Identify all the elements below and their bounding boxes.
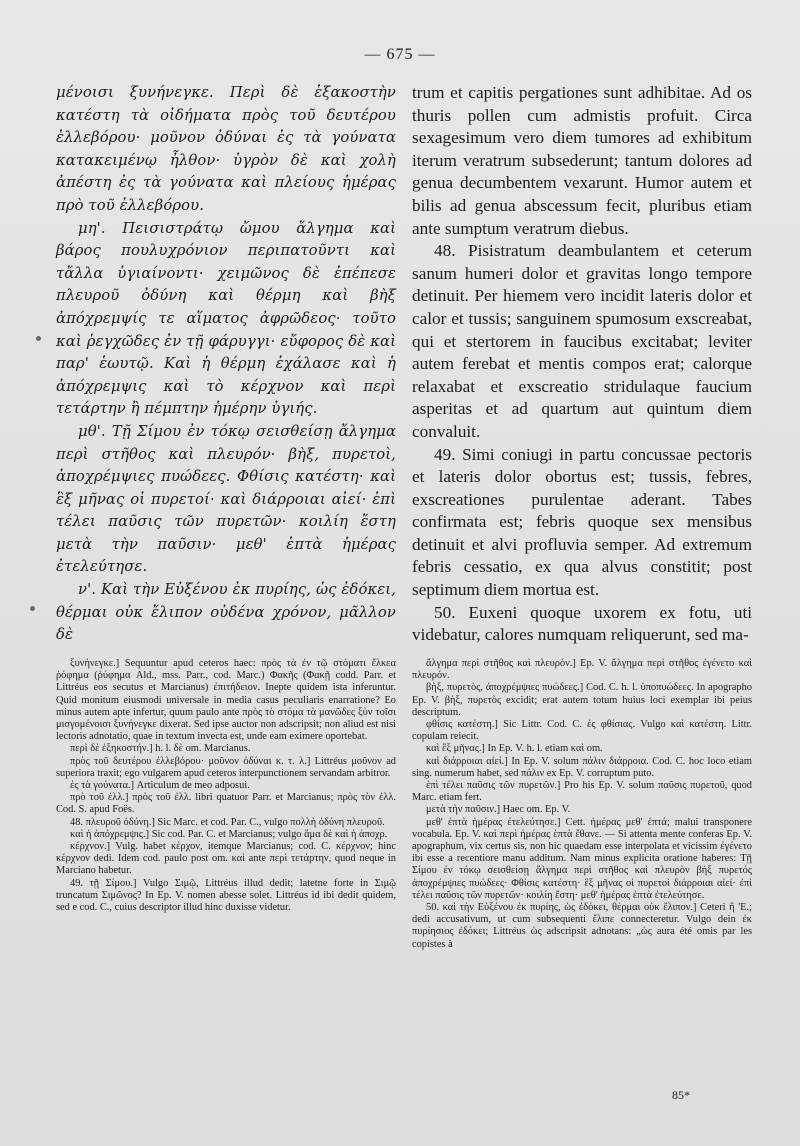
footnote: καὶ ἡ ἀπόχρεμψις.] Sic cod. Par. C. et Marcianus; vulgo ἅμα δὲ καὶ ἡ ἀποχρ. bbox=[70, 828, 388, 840]
page-number: — 675 — bbox=[364, 46, 436, 63]
printer-signature: 85* bbox=[672, 1088, 690, 1102]
margin-mark bbox=[30, 606, 35, 611]
footnote: 50. καὶ τὴν Εὐξένου ἐκ πυρίης, ὡς ἐδόκει, θέρμαι οὐκ ἔλιπον.] Ceteri ἣ 'Ε.; dedi accusativum, ut cum subsequenti ἔλιπε connecteretur. Vulgo dein ἐκ πυρίησιος ἐδόκει; Littréus ὡς adscripsit adnotans: „ὡς aura été omis par les copistes à bbox=[412, 902, 752, 950]
footnote: καὶ διάρροιαι αἰεί.] In Ep. V. solum πάλιν διάρροια. Cod. C. hoc loco etiam sing. numerum habet, sed πάλιν ex Ep. V. corruptum puto. bbox=[412, 755, 752, 779]
footnote: ξυνήνεγκε.] Sequuntur apud ceteros haec: πρὸς τὰ ἐν τῷ στόματι ἕλκεα ῥόφημα (ῥύφημα Ald., mss. Parr., cod. Marc.) Φακῆς (Φακῇ codd. Parr. et Littréus eos secutus et Marcianus) ἐπιτήδειον. Inepte quidem ista inferuntur. Quid monitum eiusmodi universale in media casus peculiaris enarratione? Eo minus autem apte infertur, quum paulo ante πρὸς τὸ στόμα τὰ μανῶδες ξὺν τοῖσι μισγομένοισι ξυνήνεγκε dixerat. Sed ipse auctor non adscripsit; non aliud est nisi lectoris adnotatio, quae in textum invecta est, unde eam eximere oportebat. bbox=[56, 658, 396, 743]
footnote: 49. τῇ Σίμου.] Vulgo Σιμῷ, Littréus illud dedit; latetne forte in Σιμῷ truncatum Σιμῶνος? In Ep. V. nomen abesse solet. Littréus id ibi dedit quidem, sed e cod. C., cuius descriptor illud hinc duxisse videtur. bbox=[56, 877, 396, 914]
footnote: πρὸς τοῦ δευτέρου ἐλλεβόρου· μοῦνον ὀδύναι κ. τ. λ.] Littréus μοῦνον ad superiora traxit; ego vulgarem apud ceteros interpunctionem servandam arbitror. bbox=[56, 755, 396, 779]
greek-text-column bbox=[56, 82, 396, 647]
footnotes-left bbox=[56, 658, 396, 914]
footnote: κέρχνον.] Vulg. habet κέρχον, itemque Marcianus; cod. C. κέρχνον; hinc κέρχνον dedi. Idem cod. paulo post om. καὶ ante περὶ τετάρτην, quod neque in Marciano habetur. bbox=[56, 841, 396, 877]
latin-paragraph-47-end: trum et capitis pergationes sunt adhibitae. Ad os thuris pollen cum admistis profuit. Circa sexagesimum vero diem tumores ad exhibitum iterum veratrum subsederunt; tantum dolores ad genua decumbentem vexarunt. Humor autem et bilis ad genua abscessum fecit, pluribus etiam ante sumptum veratrum diebus. bbox=[412, 83, 752, 238]
latin-paragraph-50: 50. Euxeni quoque uxorem ex fotu, uti videbatur, calores numquam reliquerunt, sed ma- bbox=[412, 602, 752, 645]
margin-mark bbox=[36, 336, 41, 341]
footnote: πρὸ τοῦ ἐλλ.] πρὸς τοῦ ἐλλ. libri quatuor Parr. et Marcianus; πρὸς τὸν ἐλλ. Cod. S. apud Foës. bbox=[56, 792, 396, 816]
greek-paragraph-49: μθ'. Τῇ Σίμου ἐν τόκῳ σεισθείσῃ ἄλγημα περὶ στῆθος καὶ πλευρόν· βὴξ, πυρετοὶ, ἀποχρέμψιες πυώδεες. Φθίσις κατέστη· καὶ ἓξ μῆνας οἱ πυρετοί· καὶ διάρροιαι αἰεί· ἐπὶ τέλει παῦσις τῶν πυρετῶν· κοιλίη ἔστη μετὰ τὴν παῦσιν· μεθ' ἑπτὰ ἡμέρας ἐτελεύτησε. bbox=[56, 422, 396, 576]
greek-paragraph-48: μη'. Πεισιστράτῳ ὤμου ἄλγημα καὶ βάρος πουλυχρόνιον περιπατοῦντι καὶ τἄλλα ὑγιαίνοντι· χειμῶνος δὲ ἐπέπεσε πλευροῦ ὀδύνη καὶ θέρμη καὶ βὴξ ἀπόχρεμψίς τε αἵματος ἀφρῶδεος· τοῦτο καὶ ῥεγχῶδες ἐν τῇ φάρυγγι· εὔφορος δὲ καὶ παρ' ἑωυτῷ. Καὶ ἡ θέρμη ἐχάλασε καὶ ἡ ἀπόχρεμψις καὶ τὸ κέρχνον καὶ περὶ τετάρτην ἢ πέμπτην ἡμέρην ὑγιής. bbox=[56, 219, 396, 418]
footnote: ἐπὶ τέλει παῦσις τῶν πυρετῶν.] Pro his Ep. V. solum παῦσις πυρετοῦ, quod Marc. etiam fert. bbox=[412, 780, 752, 804]
latin-paragraph-49: 49. Simi coniugi in partu concussae pectoris et lateris dolor obortus est; tussis, febres, exscreationes purulentae aderant. Tabes confirmata est; febris quoque sex mensibus detinuit et alvi profluvia semper. Ad extremum febris cessatio, ex qua alvus constitit; post septimum diem mortua est. bbox=[412, 444, 752, 600]
footnote: βὴξ, πυρετὸς, ἀποχρέμψιες πυώδεες.] Cod. C. h. l. ὑποπυώδεες. In apographo Ep. V. βὴξ, πυρετὸς excidit; erat autem totum huius loci exemplar ibi peius descriptum. bbox=[412, 682, 752, 718]
latin-paragraph-48: 48. Pisistratum deambulantem et ceterum sanum humeri dolor et gravitas longo tempore detinuit. Per hiemem vero incidit lateris dolor et calor et tussis; sanguinem spumosum exscreabat, qui et stertorem in faucibus excitabat; leviter autem ferebat et mentis compos erat; calorque relaxabat et exscreatio stridulaque faucium asperitas et ad quartum aut quintum diem convaluit. bbox=[412, 241, 752, 441]
footnote: ἄλγημα περὶ στῆθος καὶ πλευρόν.] Ep. V. ἄλγημα περὶ στῆθος ἐγένετο καὶ πλευρόν. bbox=[412, 658, 752, 682]
greek-paragraph-50: ν'. Καὶ τὴν Εὐξένου ἐκ πυρίης, ὡς ἐδόκει, θέρμαι οὐκ ἔλιπον οὐδένα χρόνον, μᾶλλον δὲ bbox=[56, 581, 396, 644]
footnote: καὶ ἓξ μῆνας.] In Ep. V. h. l. etiam καὶ om. bbox=[426, 743, 603, 755]
footnote: περὶ δὲ ἑξηκοστήν.] h. l. δὲ om. Marcianus. bbox=[70, 743, 251, 755]
footnote: ἐς τὰ γούνατα.] Articulum de meo adposui. bbox=[70, 780, 250, 792]
footnote: φθίσις κατέστη.] Sic Littr. Cod. C. ἐς φθίσιας. Vulgo καὶ κατέστη. Littr. copulam reiecit. bbox=[412, 719, 752, 743]
footnote: μεθ' ἑπτὰ ἡμέρας ἐτελεύτησε.] Cett. ἡμέρας μεθ' ἑπτά; malui transponere vocabula. Ep. V. καὶ περὶ ἡμέρας ἑπτὰ ἔθανε. — Si attenta mente conferas Ep. V. apographum, vix certus sis, non hic quaedam esse interpolata et vicissim ἐγένετο ibi esse a recentiore manu additum. Nam minus explicita oratione haberes: Τῇ Σίμου ἐν τόκῳ σεισθείσῃ ἄλγημα περὶ στῆθος καὶ πλευρὸν βὴξ πυρετός ἀποχρέμψιες πυώδεες· Φθίσις κατέστη· ἓξ μῆνας οἱ πυρετοὶ διάρροιαι αἰεί· ἐπὶ τέλει παῦσις τῶν πυρετῶν· κοιλίη ἔστη· μεθ' ἡμέρας ἑπτὰ ἐτελεύτησε. bbox=[412, 816, 752, 901]
latin-translation-column bbox=[412, 82, 752, 647]
footnote: μετὰ τὴν παῦσιν.] Haec om. Ep. V. bbox=[426, 804, 571, 816]
footnotes-right bbox=[412, 658, 752, 951]
greek-paragraph-47-end: μένοισι ξυνήνεγκε. Περὶ δὲ ἑξακοστὴν κατέστη τὰ οἰδήματα πρὸς τοῦ δευτέρου ἐλλεβόρου· μοῦνον ὀδύναι ἐς τὰ γούνατα κατακειμένῳ ἦλθον· ὑγρὸν δὲ καὶ χολὴ ἀπέστη ἐς τὰ γούνατα καὶ πλείους ἡμέρας πρὸ τοῦ ἐλλεβόρου. bbox=[56, 84, 396, 214]
footnote: 48. πλευροῦ ὀδύνη.] Sic Marc. et cod. Par. C., vulgo πολλὴ ὀδύνη πλευροῦ. bbox=[70, 816, 385, 828]
